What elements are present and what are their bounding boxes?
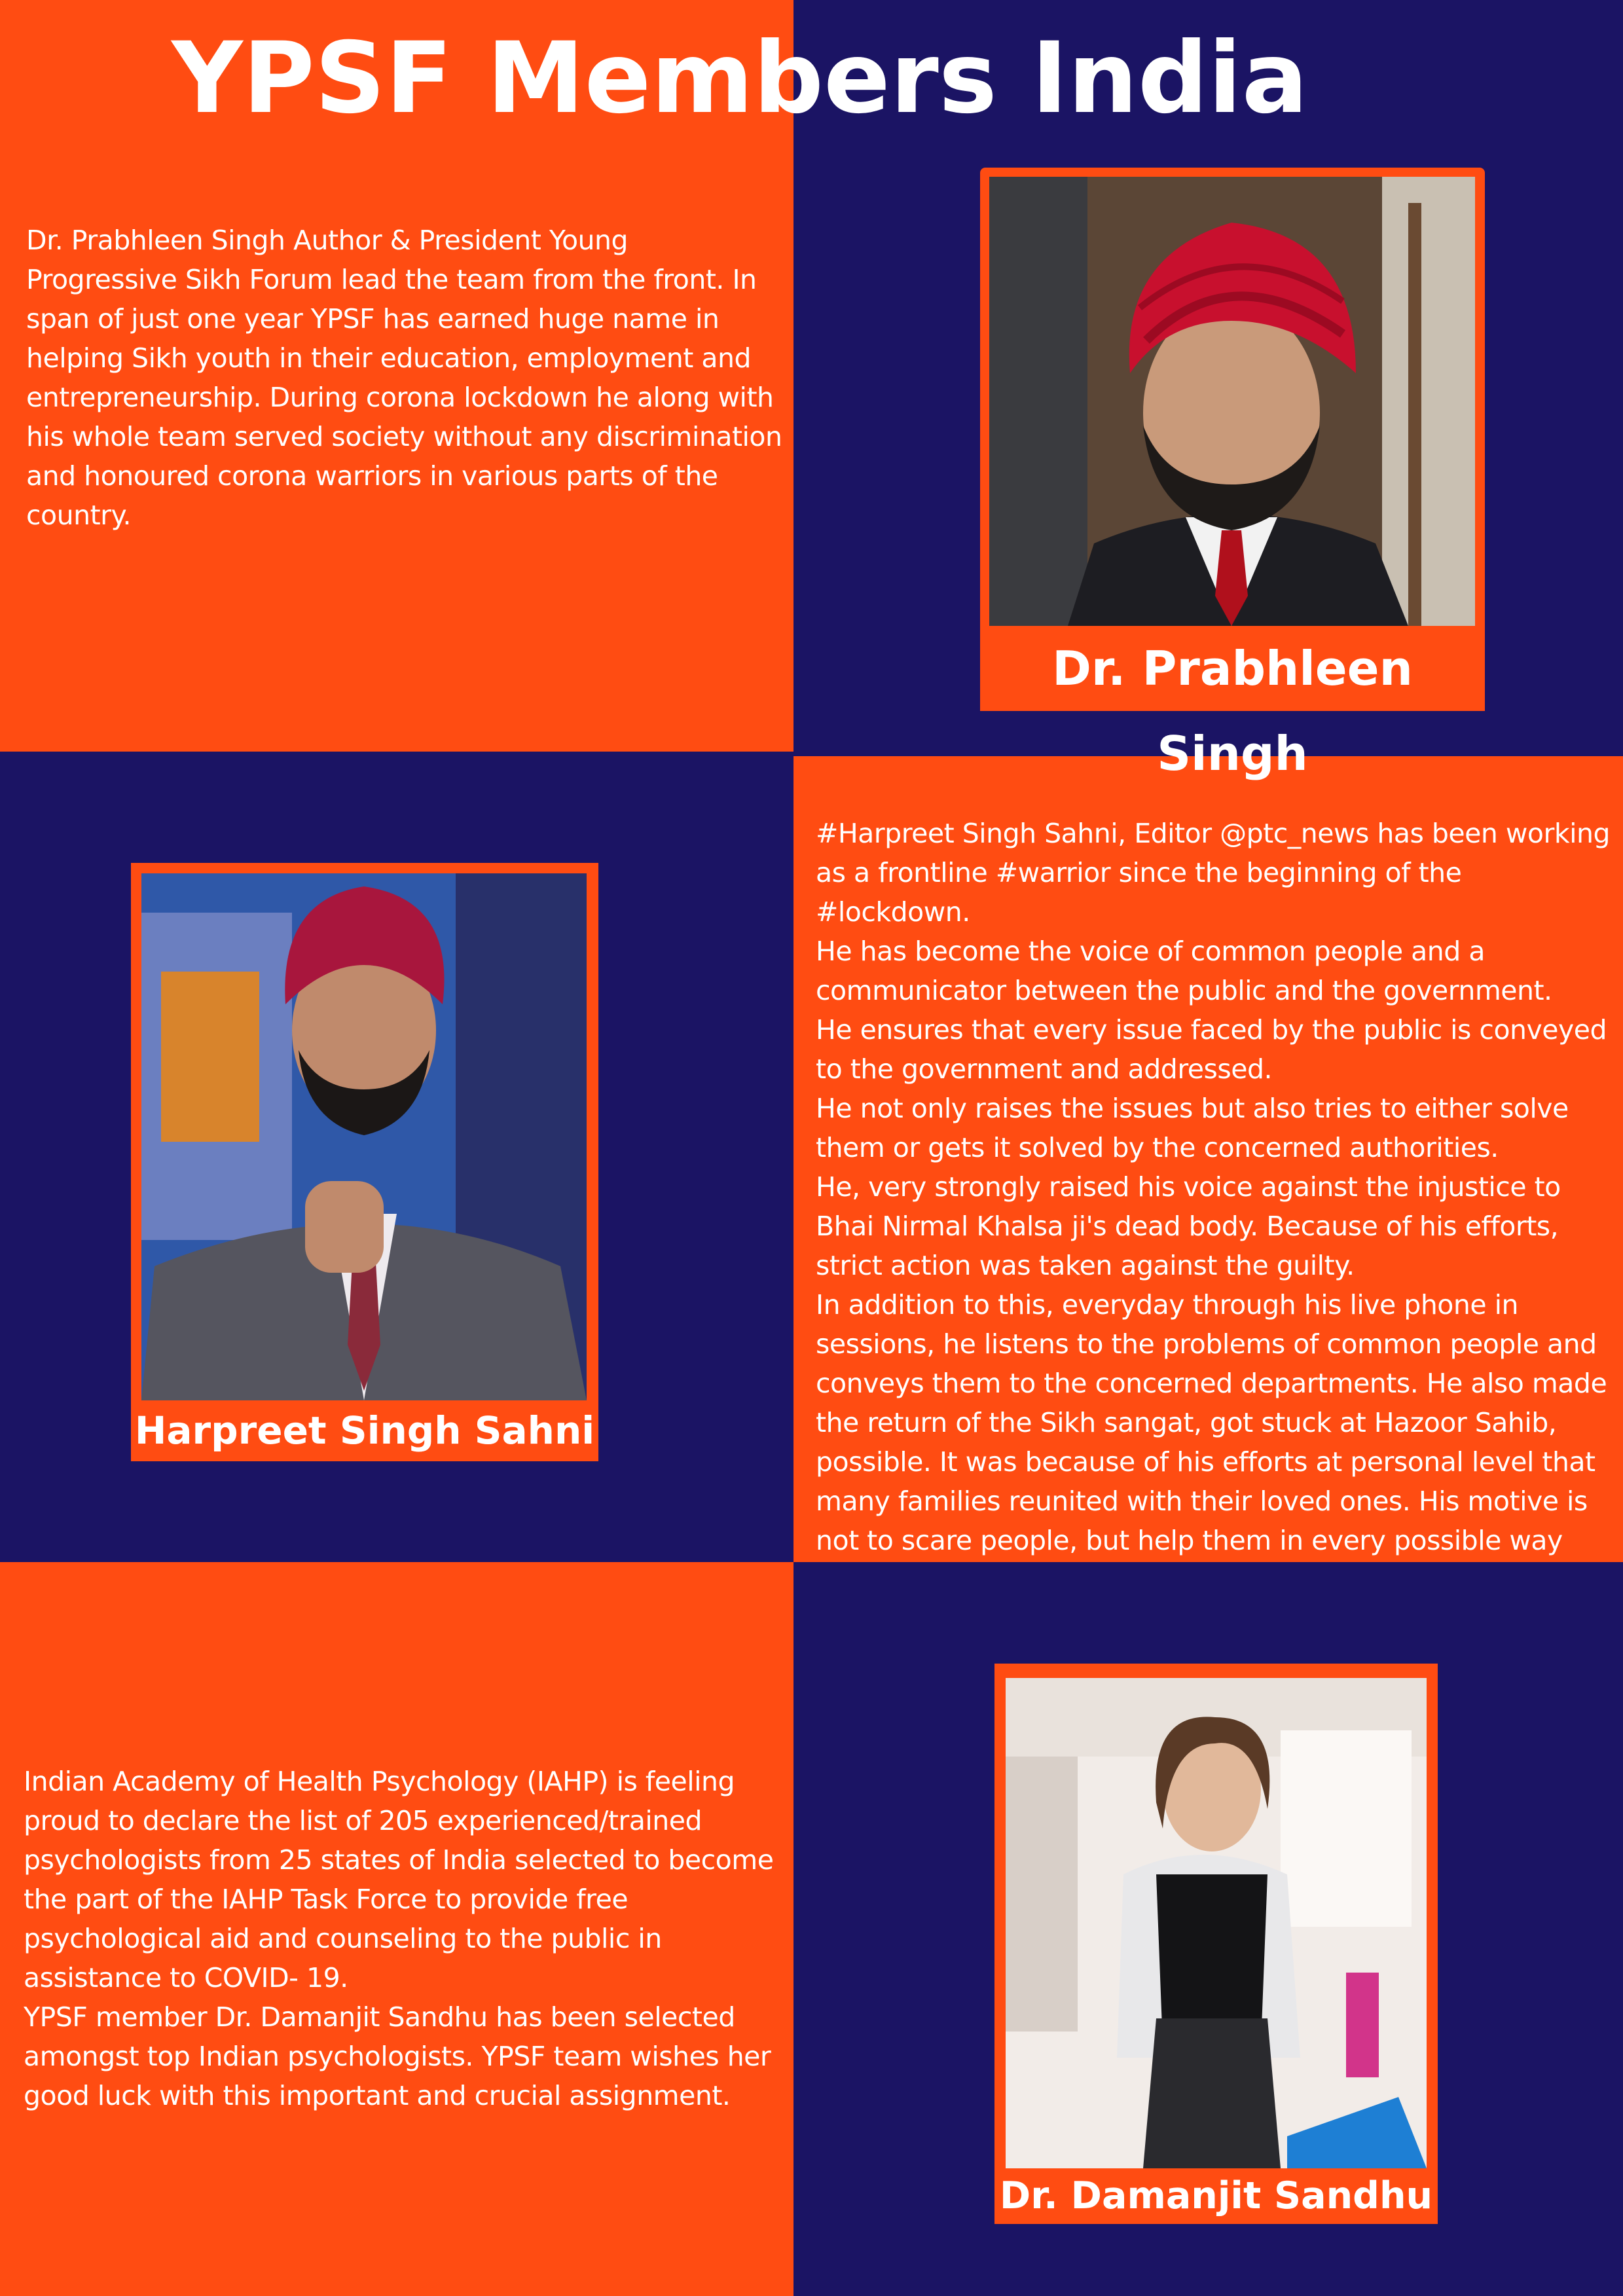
portrait-prabhleen bbox=[989, 177, 1475, 626]
section3-description: Indian Academy of Health Psychology (IAHP) is feeling proud to declare the list of 205 experienced/trained psychologists from 25 states of India selected to become the part of the IAHP Task Force to provide free psychological aid and counseling to the public in assistance to COVID- 19. YPSF member Dr. Damanjit Sandhu has been selected amongst top Indian psychologists. YPSF team wishes her good luck with this important and crucial assignment. bbox=[24, 1766, 774, 2111]
section3-photo-frame bbox=[994, 1664, 1438, 2224]
portrait-harpreet bbox=[141, 873, 587, 1400]
section2-caption: Harpreet Singh Sahni bbox=[131, 1400, 598, 1461]
page-title: YPSF Members India bbox=[172, 22, 1308, 136]
section2-description: #Harpreet Singh Sahni, Editor @ptc_news has been working as a frontline #warrior since the beginning of the #lockdown. He has become the voice of common people and a communicator between the public and the government. He ensures that every issue faced by the public is conveyed to the government and addressed. He not only raises the issues but also tries to either solve them or gets it solved by the concerned authorities. He, very strongly raised his voice against the injustice to Bhai Nirmal Khalsa ji's dead body. Because of his efforts, strict action was taken against the guilty. In addition to this, everyday through his live phone in sessions, he listens to the problems of common people and conveys them to the concerned departments. He also made the return of the Sikh sangat, got stuck at Hazoor Sahib, possible. It was because of his efforts at personal level that many families reunited with their loved ones. His motive is not to scare people, but help them in every possible way bbox=[816, 818, 1610, 1556]
section1-caption: Dr. Prabhleen Singh bbox=[980, 626, 1485, 711]
section1-photo-frame bbox=[980, 168, 1485, 781]
section1-description: Dr. Prabhleen Singh Author & President Young Progressive Sikh Forum lead the team from the front. In span of just one year YPSF has earned huge name in helping Sikh youth in their education, employment and entrepreneurship. During corona lockdown he along with his whole team served society without any discrimination and honoured corona warriors in various parts of the country. bbox=[26, 225, 782, 531]
section3-caption: Dr. Damanjit Sandhu bbox=[994, 2168, 1438, 2224]
section2-photo-frame bbox=[131, 863, 598, 1461]
portrait-damanjit bbox=[1006, 1678, 1427, 2168]
